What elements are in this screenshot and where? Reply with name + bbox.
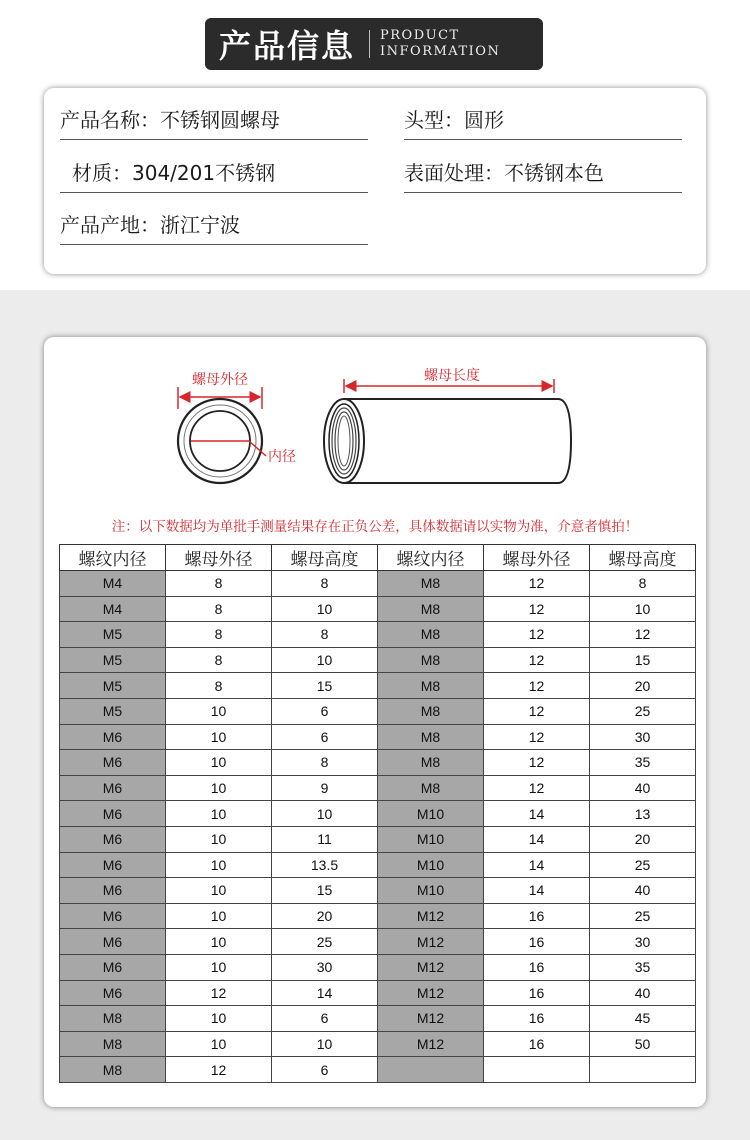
- nut-height-cell: 40: [590, 878, 696, 904]
- nut-height-cell: 30: [272, 954, 378, 980]
- outer-diameter-cell: 16: [484, 980, 590, 1006]
- outer-diameter-cell: 10: [166, 929, 272, 955]
- thread-diameter-cell: M5: [60, 647, 166, 673]
- thread-diameter-cell: M8: [60, 1031, 166, 1057]
- thread-diameter-cell: M4: [60, 571, 166, 597]
- thread-diameter-cell: M6: [60, 929, 166, 955]
- outer-diameter-cell: [484, 1057, 590, 1083]
- outer-diameter-cell: 10: [166, 801, 272, 827]
- table-row: [60, 1031, 696, 1057]
- outer-diameter-cell: 14: [484, 852, 590, 878]
- nut-height-cell: 8: [590, 571, 696, 597]
- nut-height-cell: 12: [590, 622, 696, 648]
- outer-diameter-cell: 8: [166, 673, 272, 699]
- nut-height-cell: 10: [272, 647, 378, 673]
- measurement-note: 注：以下数据均为单批手测量结果存在正负公差，具体数据请以实物为准，介意者慎拍！: [111, 519, 639, 535]
- nut-height-cell: 6: [272, 1006, 378, 1032]
- thread-diameter-cell: M6: [60, 903, 166, 929]
- thread-diameter-cell: M12: [378, 1031, 484, 1057]
- nut-height-cell: 25: [590, 698, 696, 724]
- table-row: [60, 775, 696, 801]
- thread-diameter-cell: M10: [378, 878, 484, 904]
- header-outer-diameter: 螺母外径: [166, 545, 272, 571]
- outer-diameter-cell: 10: [166, 750, 272, 776]
- outer-diameter-cell: 12: [484, 647, 590, 673]
- thread-diameter-cell: M5: [60, 698, 166, 724]
- nut-height-cell: 35: [590, 954, 696, 980]
- outer-diameter-cell: 16: [484, 1031, 590, 1057]
- title-en-line2: INFORMATION: [380, 44, 501, 59]
- table-row: [60, 1057, 696, 1083]
- outer-diameter-cell: 16: [484, 1006, 590, 1032]
- title-divider: [369, 30, 370, 58]
- table-row: [60, 980, 696, 1006]
- nut-height-cell: 20: [590, 826, 696, 852]
- outer-diameter-cell: 16: [484, 929, 590, 955]
- outer-diameter-cell: 10: [166, 724, 272, 750]
- nut-height-cell: 40: [590, 980, 696, 1006]
- thread-diameter-cell: M8: [378, 750, 484, 776]
- info-card: [44, 88, 706, 274]
- nut-height-cell: 6: [272, 698, 378, 724]
- title-en-line1: PRODUCT: [380, 28, 460, 43]
- thread-diameter-cell: M10: [378, 852, 484, 878]
- outer-diameter-cell: 12: [166, 980, 272, 1006]
- thread-diameter-cell: M6: [60, 980, 166, 1006]
- length-label: 螺母长度: [424, 368, 480, 384]
- thread-diameter-cell: M12: [378, 903, 484, 929]
- thread-diameter-cell: M8: [378, 673, 484, 699]
- table-row: [60, 571, 696, 597]
- outer-diameter-cell: 10: [166, 852, 272, 878]
- nut-height-cell: 30: [590, 724, 696, 750]
- nut-height-cell: 20: [590, 673, 696, 699]
- header-nut-height: 螺母高度: [272, 545, 378, 571]
- table-row: [60, 622, 696, 648]
- thread-diameter-cell: M10: [378, 801, 484, 827]
- outer-diameter-cell: 14: [484, 801, 590, 827]
- outer-diameter-cell: 10: [166, 775, 272, 801]
- thread-diameter-cell: M6: [60, 878, 166, 904]
- table-body: [60, 571, 696, 1083]
- nut-height-cell: 13: [590, 801, 696, 827]
- thread-diameter-cell: M8: [60, 1057, 166, 1083]
- thread-diameter-cell: M8: [378, 571, 484, 597]
- outer-diameter-cell: 14: [484, 878, 590, 904]
- info-head-type: 头型：圆形: [404, 104, 682, 140]
- outer-diameter-cell: 10: [166, 903, 272, 929]
- thread-diameter-cell: M6: [60, 775, 166, 801]
- thread-diameter-cell: M5: [60, 673, 166, 699]
- header-thread-diameter: 螺纹内径: [378, 545, 484, 571]
- table-row: [60, 1006, 696, 1032]
- nut-height-cell: 15: [590, 647, 696, 673]
- table-row: [60, 750, 696, 776]
- nut-height-cell: 13.5: [272, 852, 378, 878]
- outer-diameter-cell: 12: [484, 596, 590, 622]
- table-row: [60, 647, 696, 673]
- outer-diameter-cell: 14: [484, 826, 590, 852]
- outer-diameter-cell: 8: [166, 647, 272, 673]
- thread-diameter-cell: M12: [378, 954, 484, 980]
- thread-diameter-cell: M8: [378, 775, 484, 801]
- thread-diameter-cell: [378, 1057, 484, 1083]
- outer-diameter-cell: 16: [484, 954, 590, 980]
- nut-height-cell: 8: [272, 750, 378, 776]
- nut-height-cell: 20: [272, 903, 378, 929]
- nut-end-view: [178, 387, 266, 483]
- header-nut-height: 螺母高度: [590, 545, 696, 571]
- thread-diameter-cell: M8: [60, 1006, 166, 1032]
- nut-height-cell: 11: [272, 826, 378, 852]
- outer-diameter-cell: 10: [166, 1031, 272, 1057]
- nut-height-cell: 40: [590, 775, 696, 801]
- table-row: [60, 826, 696, 852]
- outer-diameter-cell: 10: [166, 826, 272, 852]
- thread-diameter-cell: M6: [60, 724, 166, 750]
- thread-diameter-cell: M6: [60, 801, 166, 827]
- info-surface: 表面处理：不锈钢本色: [404, 157, 682, 193]
- outer-diameter-cell: 12: [484, 698, 590, 724]
- outer-diameter-cell: 10: [166, 954, 272, 980]
- nut-side-view: [324, 379, 571, 483]
- section-title: 产品信息: [219, 27, 356, 65]
- nut-height-cell: 6: [272, 1057, 378, 1083]
- thread-diameter-cell: M12: [378, 1006, 484, 1032]
- nut-dimension-diagram: [44, 337, 706, 507]
- nut-height-cell: 30: [590, 929, 696, 955]
- info-material: 材质：304/201不锈钢: [60, 157, 368, 193]
- table-row: [60, 698, 696, 724]
- nut-height-cell: 35: [590, 750, 696, 776]
- nut-height-cell: [590, 1057, 696, 1083]
- outer-diameter-cell: 12: [484, 571, 590, 597]
- nut-height-cell: 25: [272, 929, 378, 955]
- table-row: [60, 878, 696, 904]
- thread-diameter-cell: M10: [378, 826, 484, 852]
- thread-diameter-cell: M12: [378, 929, 484, 955]
- nut-height-cell: 14: [272, 980, 378, 1006]
- nut-height-cell: 45: [590, 1006, 696, 1032]
- outer-diameter-cell: 12: [484, 775, 590, 801]
- table-row: [60, 724, 696, 750]
- spec-card: [44, 337, 706, 1107]
- header-thread-diameter: 螺纹内径: [60, 545, 166, 571]
- thread-diameter-cell: M8: [378, 622, 484, 648]
- nut-height-cell: 25: [590, 903, 696, 929]
- outer-diameter-cell: 16: [484, 903, 590, 929]
- nut-height-cell: 10: [272, 1031, 378, 1057]
- thread-diameter-cell: M6: [60, 826, 166, 852]
- outer-diameter-cell: 8: [166, 596, 272, 622]
- inner-diameter-label: 内径: [268, 449, 296, 465]
- nut-height-cell: 50: [590, 1031, 696, 1057]
- table-row: [60, 852, 696, 878]
- info-origin: 产品产地：浙江宁波: [60, 209, 368, 245]
- thread-diameter-cell: M5: [60, 622, 166, 648]
- thread-diameter-cell: M12: [378, 980, 484, 1006]
- table-row: [60, 673, 696, 699]
- thread-diameter-cell: M8: [378, 647, 484, 673]
- table-row: [60, 954, 696, 980]
- thread-diameter-cell: M6: [60, 852, 166, 878]
- nut-height-cell: 10: [272, 596, 378, 622]
- outer-diameter-cell: 12: [484, 750, 590, 776]
- nut-height-cell: 10: [590, 596, 696, 622]
- header-outer-diameter: 螺母外径: [484, 545, 590, 571]
- outer-diameter-cell: 12: [166, 1057, 272, 1083]
- table-row: [60, 929, 696, 955]
- nut-height-cell: 8: [272, 622, 378, 648]
- thread-diameter-cell: M4: [60, 596, 166, 622]
- outer-diameter-cell: 12: [484, 622, 590, 648]
- table-row: [60, 596, 696, 622]
- nut-height-cell: 8: [272, 571, 378, 597]
- outer-diameter-cell: 8: [166, 571, 272, 597]
- thread-diameter-cell: M8: [378, 596, 484, 622]
- section-title-english: [380, 28, 500, 60]
- outer-diameter-cell: 10: [166, 878, 272, 904]
- thread-diameter-cell: M6: [60, 954, 166, 980]
- thread-diameter-cell: M6: [60, 750, 166, 776]
- nut-height-cell: 15: [272, 673, 378, 699]
- thread-diameter-cell: M8: [378, 724, 484, 750]
- table-row: [60, 801, 696, 827]
- nut-height-cell: 15: [272, 878, 378, 904]
- outer-diameter-cell: 10: [166, 1006, 272, 1032]
- outer-diameter-cell: 12: [484, 673, 590, 699]
- info-product-name: 产品名称：不锈钢圆螺母: [60, 104, 368, 140]
- table-row: [60, 903, 696, 929]
- table-header-row: [60, 545, 696, 571]
- nut-height-cell: 9: [272, 775, 378, 801]
- outer-diameter-cell: 12: [484, 724, 590, 750]
- thread-diameter-cell: M8: [378, 698, 484, 724]
- spec-table: [59, 544, 696, 1083]
- outer-diameter-cell: 10: [166, 698, 272, 724]
- outer-diameter-label: 螺母外径: [192, 372, 248, 388]
- nut-height-cell: 6: [272, 724, 378, 750]
- nut-height-cell: 10: [272, 801, 378, 827]
- nut-height-cell: 25: [590, 852, 696, 878]
- section-title-banner: [205, 18, 543, 70]
- outer-diameter-cell: 8: [166, 622, 272, 648]
